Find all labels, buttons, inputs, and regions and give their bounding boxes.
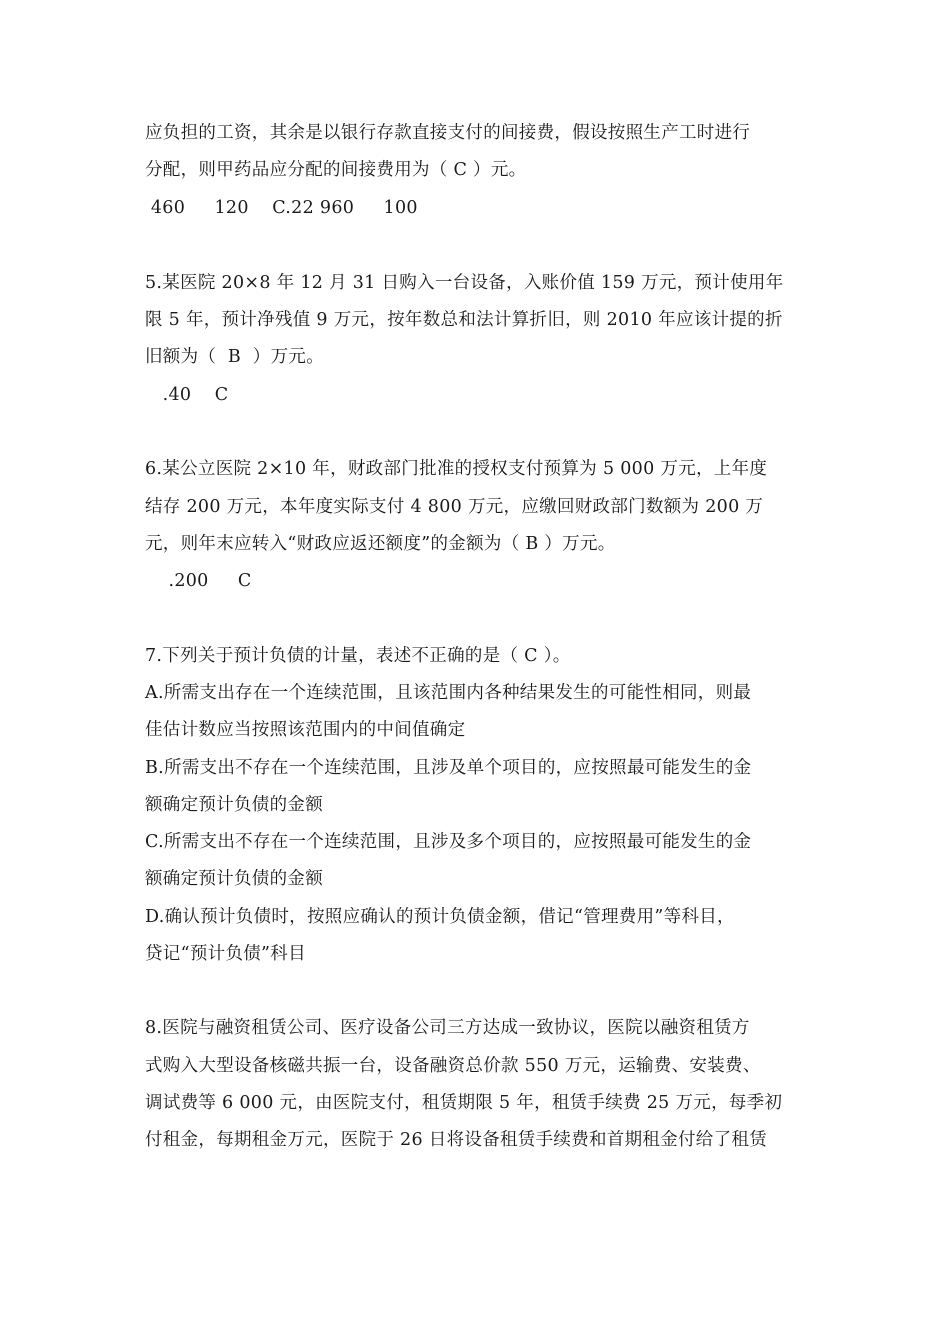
q7-option-c-line-2: 额确定预计负债的金额 [145, 869, 323, 889]
q5-text-line-3: 旧额为（ B ）万元。 [145, 347, 325, 367]
q8-text-line-3: 调试费等 6 000 元，由医院支付，租赁期限 5 年，租赁手续费 25 万元，每季初 [145, 1093, 783, 1113]
q8-text-line-2: 式购入大型设备核磁共振一台，设备融资总价款 550 万元，运输费、安装费、 [145, 1056, 761, 1076]
q6-text-line-3: 元，则年末应转入“财政应返还额度”的金额为（ B ）万元。 [145, 534, 616, 554]
q4-text-line-1: 应负担的工资，其余是以银行存款直接支付的间接费，假设按照生产工时进行 [145, 123, 751, 143]
q7-option-d-line-2: 贷记“预计负债”科目 [145, 944, 306, 964]
q7-option-b-line-2: 额确定预计负债的金额 [145, 795, 323, 815]
q4-text-line-2: 分配，则甲药品应分配的间接费用为（ C ）元。 [145, 160, 527, 180]
q5-text-line-2: 限 5 年，预计净残值 9 万元，按年数总和法计算折旧，则 2010 年应该计提的折 [145, 310, 783, 330]
q7-option-b-line-1: B.所需支出不存在一个连续范围，且涉及单个项目的，应按照最可能发生的金 [145, 758, 752, 778]
q8-text-line-1: 8.医院与融资租赁公司、医疗设备公司三方达成一致协议，医院以融资租赁方 [145, 1018, 750, 1038]
q7-stem: 7.下列关于预计负债的计量，表述不正确的是（ C ）。 [145, 646, 571, 666]
q5-text-line-1: 5.某医院 20×8 年 12 月 31 日购入一台设备，入账价值 159 万元，预计使用年 [145, 273, 784, 293]
q7-option-a-line-2: 佳估计数应当按照该范围内的中间值确定 [145, 720, 466, 740]
q8-text-line-4: 付租金，每期租金万元，医院于 26 日将设备租赁手续费和首期租金付给了租赁 [145, 1130, 767, 1150]
q6-options: .200 C [145, 571, 252, 591]
q6-text-line-2: 结存 200 万元，本年度实际支付 4 800 万元，应缴回财政部门数额为 200 万 [145, 497, 764, 517]
q6-text-line-1: 6.某公立医院 2×10 年，财政部门批准的授权支付预算为 5 000 万元，上年度 [145, 459, 768, 479]
q5-options: .40 C [145, 385, 229, 405]
q7-option-a-line-1: A.所需支出存在一个连续范围，且该范围内各种结果发生的可能性相同，则最 [145, 683, 752, 703]
q4-options: 460 120 C.22 960 100 [145, 198, 418, 218]
q7-option-d-line-1: D.确认预计负债时，按照应确认的预计负债金额，借记“管理费用”等科目， [145, 907, 735, 927]
q7-option-c-line-1: C.所需支出不存在一个连续范围，且涉及多个项目的，应按照最可能发生的金 [145, 832, 752, 852]
